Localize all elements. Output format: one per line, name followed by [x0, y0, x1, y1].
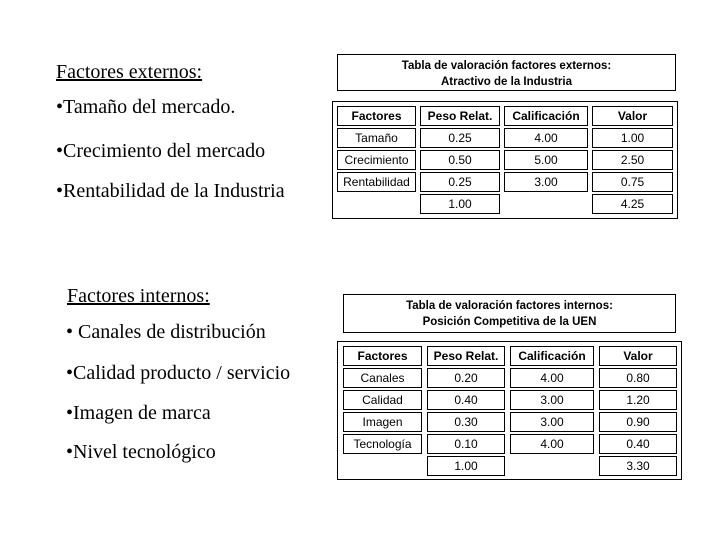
external-row-valor: 0.75 — [592, 172, 673, 192]
internal-row-peso: 0.30 — [427, 412, 505, 432]
external-row-factor: Rentabilidad — [337, 172, 416, 192]
external-row-peso: 0.25 — [420, 172, 500, 192]
external-row-peso: 0.50 — [420, 150, 500, 170]
internal-row-factor: Calidad — [343, 390, 422, 410]
external-bullet-growth: •Crecimiento del mercado — [56, 140, 266, 162]
external-row-valor: 1.00 — [592, 128, 673, 148]
internal-row-valor: 0.90 — [599, 412, 677, 432]
external-row-factor: Tamaño — [337, 128, 416, 148]
internal-row-valor: 0.40 — [599, 434, 677, 454]
internal-bullet-quality: •Calidad producto / servicio — [66, 362, 291, 384]
external-header-calificacion: Calificación — [504, 106, 588, 126]
external-caption-subtitle: Atractivo de la Industria — [440, 76, 572, 88]
external-header-factores: Factores — [337, 106, 416, 126]
external-table-caption — [337, 54, 676, 91]
internal-row-calificacion: 4.00 — [510, 434, 594, 454]
external-factors-heading: Factores externos: — [56, 61, 203, 83]
internal-total-peso: 1.00 — [427, 456, 505, 476]
internal-row-calificacion: 3.00 — [510, 412, 594, 432]
internal-bullet-brand: •Imagen de marca — [66, 402, 211, 424]
external-row-calificacion: 4.00 — [504, 128, 588, 148]
external-bullet-size: •Tamaño del mercado. — [56, 96, 236, 118]
internal-row-valor: 1.20 — [599, 390, 677, 410]
internal-row-peso: 0.10 — [427, 434, 505, 454]
external-row-calificacion: 5.00 — [504, 150, 588, 170]
internal-header-factores: Factores — [343, 346, 422, 366]
external-caption-title: Tabla de valoración factores externos: — [401, 60, 612, 72]
external-row-peso: 0.25 — [420, 128, 500, 148]
external-bullet-profitability: •Rentabilidad de la Industria — [56, 180, 285, 202]
internal-row-calificacion: 3.00 — [510, 390, 594, 410]
internal-caption-title: Tabla de valoración factores internos: — [406, 300, 613, 312]
internal-row-factor: Tecnología — [343, 434, 422, 454]
internal-total-valor: 3.30 — [599, 456, 677, 476]
internal-bullet-technology: •Nivel tecnológico — [66, 441, 216, 463]
internal-row-valor: 0.80 — [599, 368, 677, 388]
internal-bullet-channels: • Canales de distribución — [66, 321, 266, 343]
internal-factors-heading: Factores internos: — [67, 285, 210, 307]
internal-row-factor: Imagen — [343, 412, 422, 432]
external-total-peso: 1.00 — [420, 194, 500, 214]
external-row-valor: 2.50 — [592, 150, 673, 170]
internal-caption-subtitle: Posición Competitiva de la UEN — [422, 316, 597, 328]
internal-header-calificacion: Calificación — [510, 346, 594, 366]
internal-row-factor: Canales — [343, 368, 422, 388]
internal-header-valor: Valor — [599, 346, 677, 366]
internal-row-peso: 0.40 — [427, 390, 505, 410]
external-row-calificacion: 3.00 — [504, 172, 588, 192]
external-row-factor: Crecimiento — [337, 150, 416, 170]
external-header-peso: Peso Relat. — [420, 106, 500, 126]
external-total-valor: 4.25 — [592, 194, 673, 214]
internal-table-caption — [343, 294, 676, 333]
internal-row-peso: 0.20 — [427, 368, 505, 388]
internal-table — [337, 341, 682, 480]
external-header-valor: Valor — [592, 106, 673, 126]
internal-row-calificacion: 4.00 — [510, 368, 594, 388]
external-table — [332, 101, 678, 219]
internal-header-peso: Peso Relat. — [427, 346, 505, 366]
